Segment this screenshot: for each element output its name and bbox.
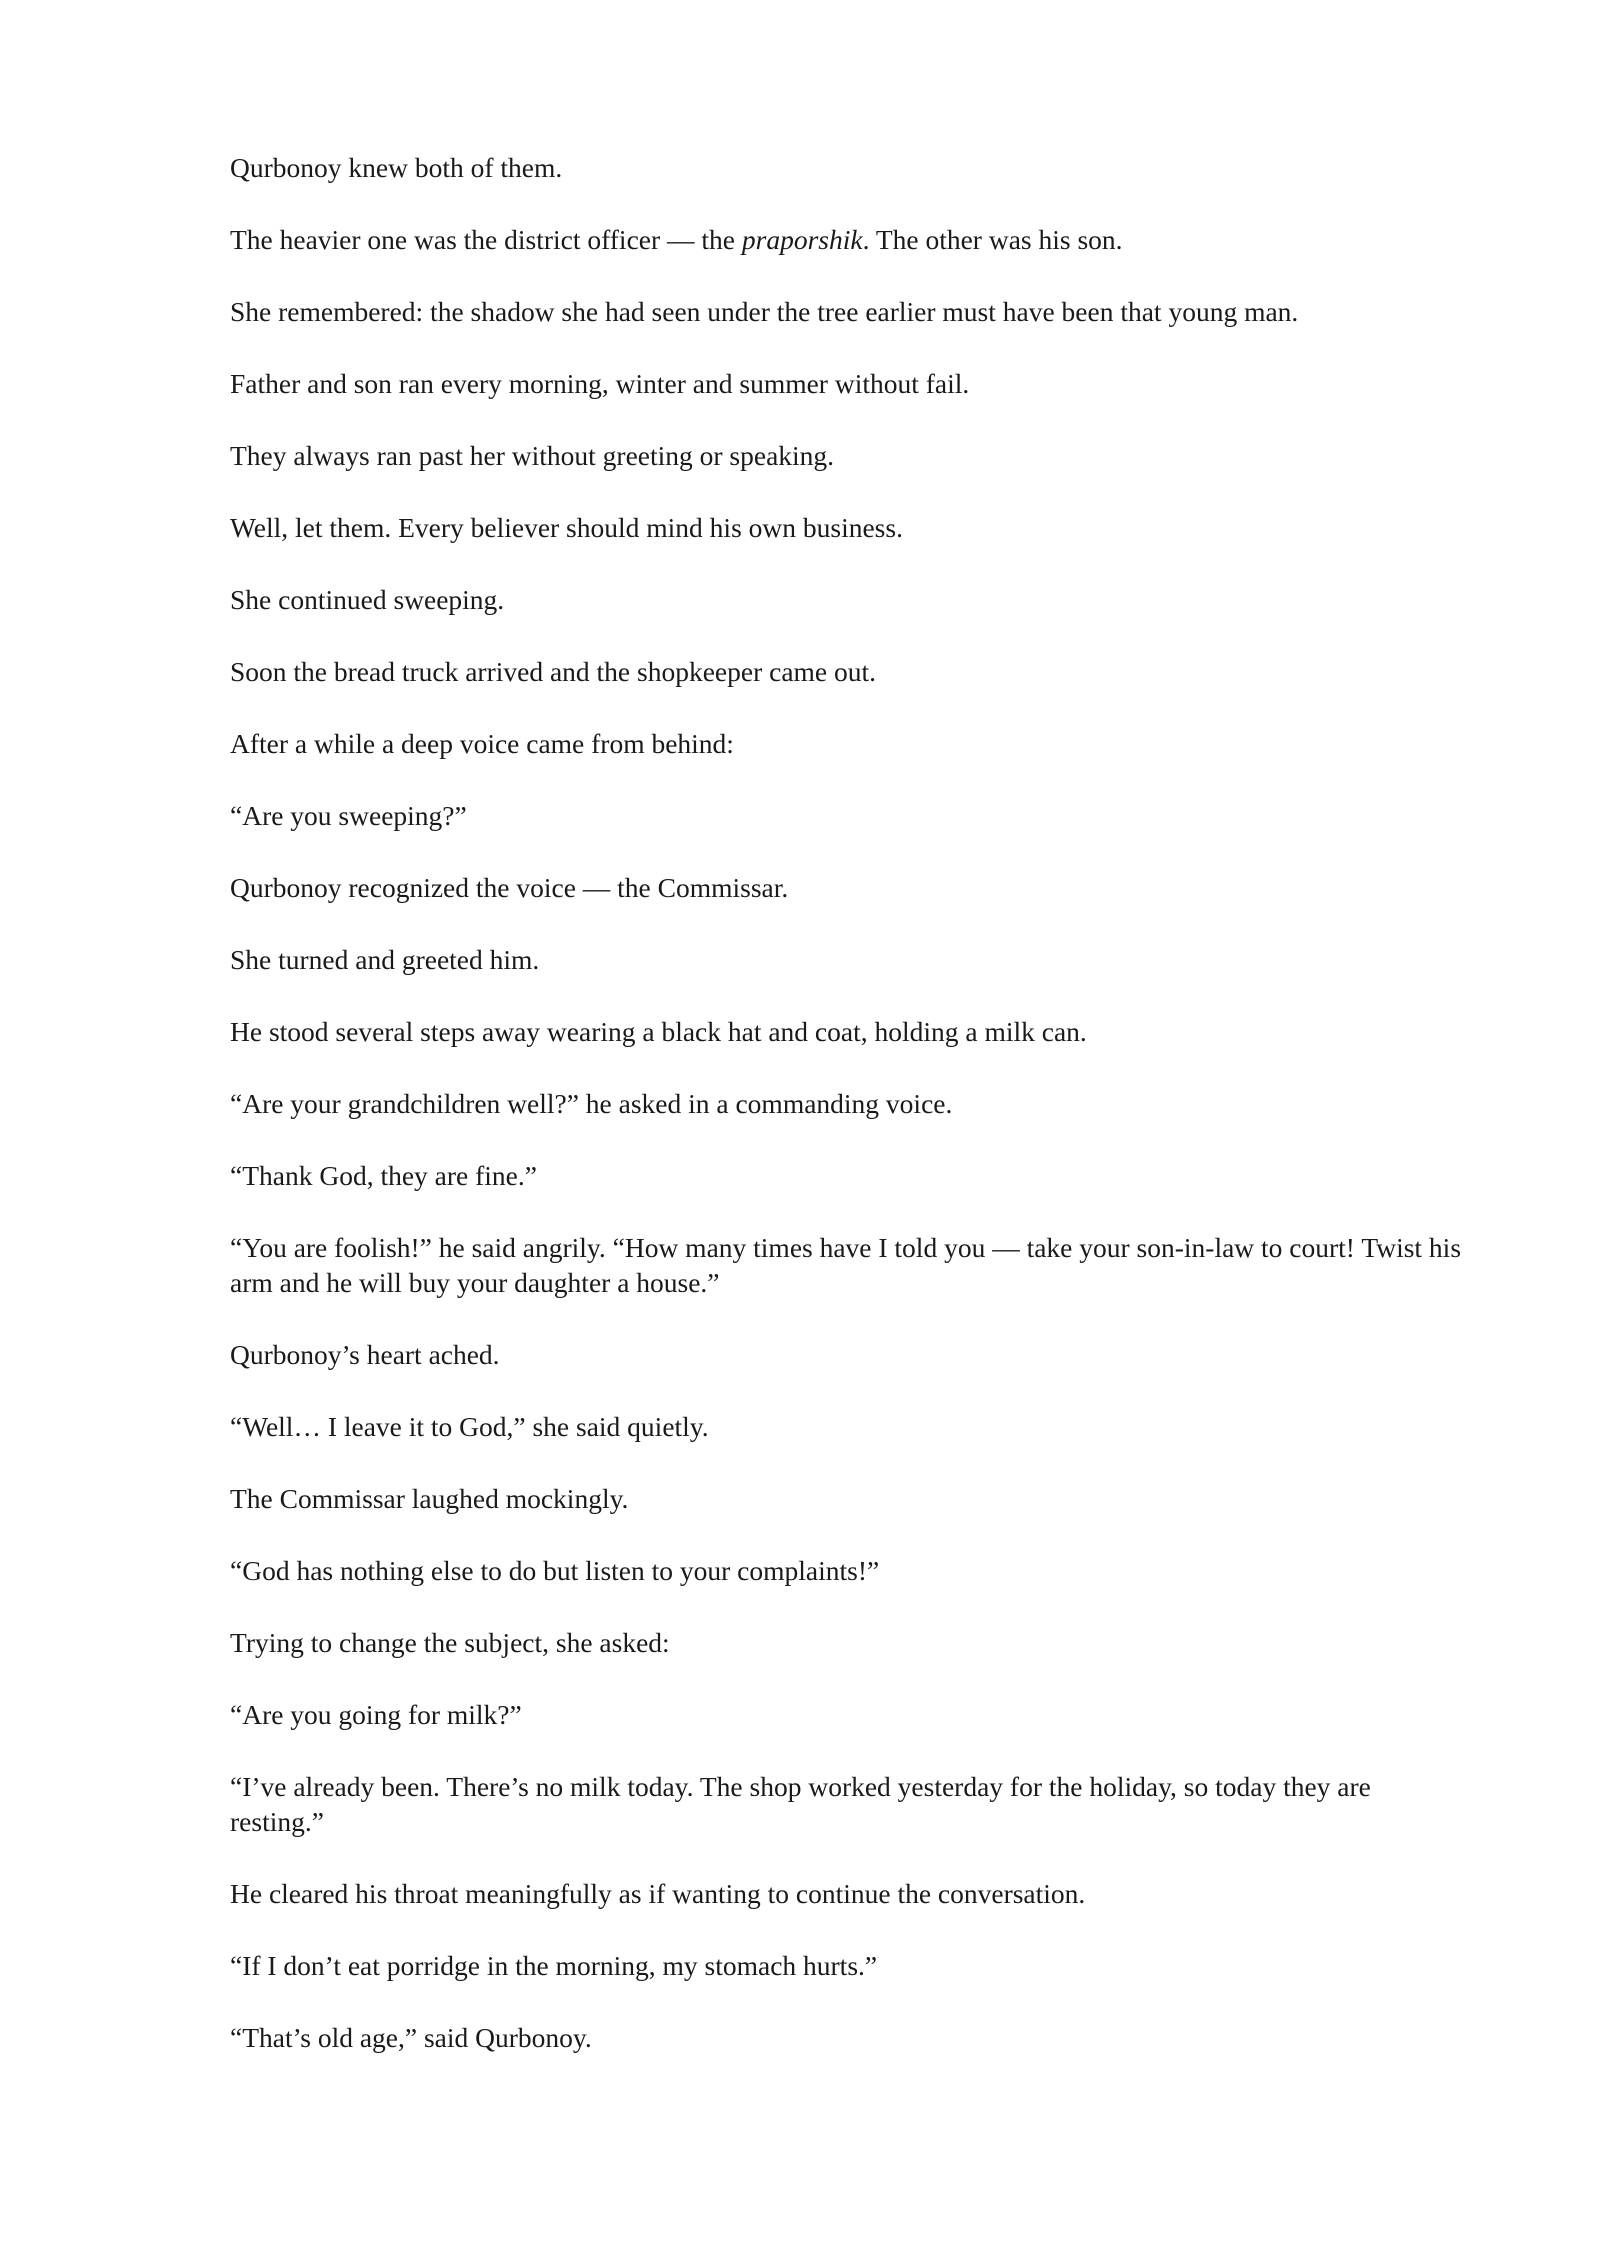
paragraph: Qurbonoy knew both of them. [230,152,563,183]
paragraph: Soon the bread truck arrived and the shopkeeper came out. [230,656,877,687]
paragraph: She turned and greeted him. [230,944,540,975]
paragraph: The heavier one was the district officer — the praporshik. The other was his son. [230,224,1123,255]
paragraph: He cleared his throat meaningfully as if wanting to continue the conversation. [230,1878,1086,1909]
paragraph: After a while a deep voice came from behind: [230,728,734,759]
paragraph: Qurbonoy recognized the voice — the Commissar. [230,872,789,903]
paragraph: The Commissar laughed mockingly. [230,1483,629,1514]
paragraph: Trying to change the subject, she asked: [230,1627,670,1658]
paragraph: “You are foolish!” he said angrily. “How many times have I told you — take your son-in-law to court! Twist his arm and he will buy your daughter a house.” [230,1232,1462,1298]
paragraph: “Thank God, they are fine.” [230,1160,537,1191]
paragraph: Qurbonoy’s heart ached. [230,1339,500,1370]
paragraph: “Are your grandchildren well?” he asked in a commanding voice. [230,1088,953,1119]
paragraph: He stood several steps away wearing a black hat and coat, holding a milk can. [230,1016,1087,1047]
italic-term: praporshik [741,224,863,255]
document-page [230,150,1470,2092]
paragraph: “That’s old age,” said Qurbonoy. [230,2022,592,2053]
paragraph: Well, let them. Every believer should mind his own business. [230,512,903,543]
paragraph: “God has nothing else to do but listen to your complaints!” [230,1555,880,1586]
paragraph: She remembered: the shadow she had seen under the tree earlier must have been that young man. [230,296,1299,327]
paragraph: Father and son ran every morning, winter and summer without fail. [230,368,970,399]
paragraph: “Well… I leave it to God,” she said quietly. [230,1411,709,1442]
paragraph: “Are you going for milk?” [230,1699,522,1730]
paragraph: “I’ve already been. There’s no milk today. The shop worked yesterday for the holiday, so today they are resting.” [230,1771,1371,1837]
paragraph: They always ran past her without greeting or speaking. [230,440,835,471]
paragraph: “If I don’t eat porridge in the morning, my stomach hurts.” [230,1950,878,1981]
paragraph: She continued sweeping. [230,584,505,615]
paragraph: “Are you sweeping?” [230,800,467,831]
